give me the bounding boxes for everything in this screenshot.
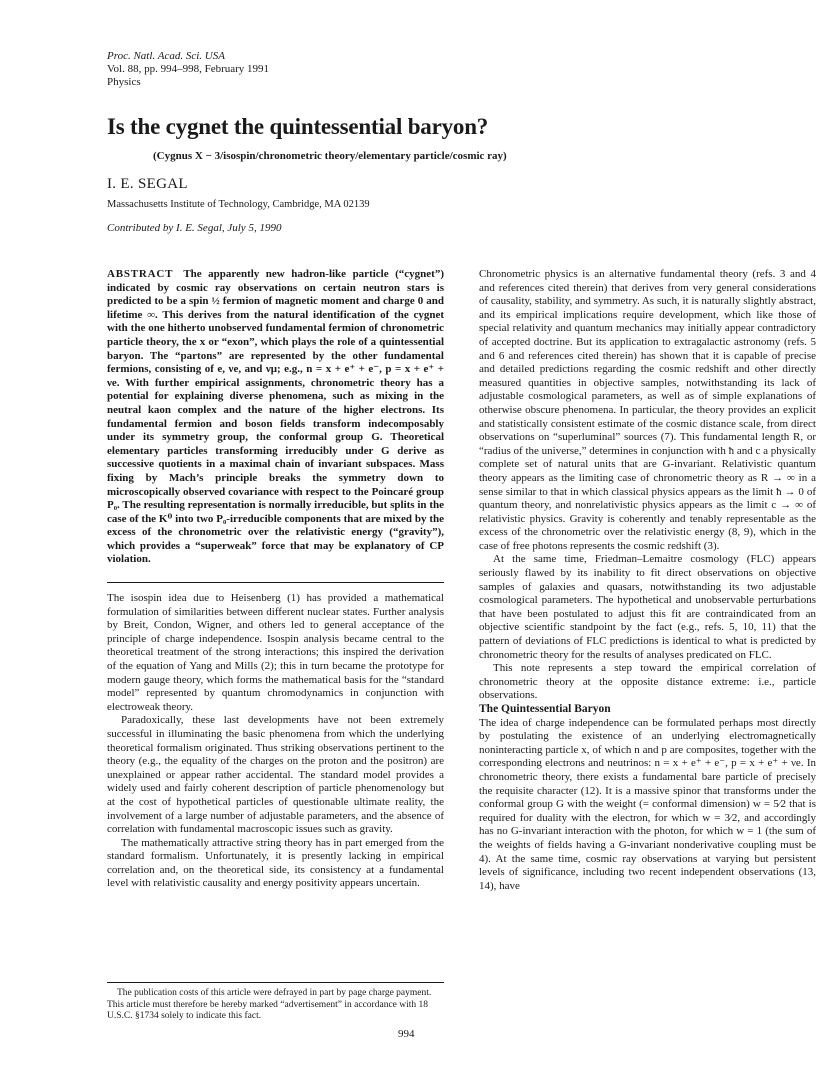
footnote-divider: [107, 982, 444, 983]
body-paragraph: The isospin idea due to Heisenberg (1) has provided a mathematical formulation of similarities between different nuclear states. Further analysis by Breit, Condon, Wigner, and others led to general acceptance of the principle of charge independence. Isospin analysis became central to the theoretical treatment of the strong interactions; this inspired the derivation of the equation of Yang and Mills (2); this in turn became the prototype for modern gauge theory, which forms the mathematical basis for the “standard model” represented by quantum chromodynamics in conjunction with electroweak theory.: [107, 592, 444, 713]
abstract-divider: [107, 582, 444, 583]
abstract: [107, 268, 444, 567]
section-paragraph: The idea of charge independence can be formulated perhaps most directly by postulating the existence of an underlying electromagnetically noninteracting particle x, of which n and p are composites, together with the corresponding electrons and neutrinos: n = x + e⁺ + e⁻, p = x + e⁺ + νe. In chronometric theory, there exists a fundamental bare particle of precisely the requisite character (12). It is a massive spinor that transforms under the conformal group G with the weight (= conformal dimension) w = 5⁄2 that is required for duality with the electron, for which w = 3⁄2, and accordingly has no G-invariant interaction with the photon, for which w = 1 (the sum of the weights of fields having a G-invariant nonderivative coupling must be 4). At the same time, cosmic ray observations at varying but persistent levels of significance, including two recent independent observations (13, 14), have: [479, 716, 816, 892]
footnote-text: The publication costs of this article were defrayed in part by page charge payment. This article must therefore be hereby marked “advertisement” in accordance with 18 U.S.C. §1734 solely to indicate this fact.: [107, 988, 432, 1021]
section-heading: The Quintessential Baryon: [479, 703, 611, 715]
journal-header: [107, 50, 269, 89]
keywords: (Cygnus X − 3/isospin/chronometric theory/elementary particle/cosmic ray): [153, 150, 507, 162]
journal-section: Physics: [107, 76, 141, 88]
author: I. E. SEGAL: [107, 176, 188, 192]
body-paragraph: At the same time, Friedman–Lemaitre cosmology (FLC) appears seriously flawed by its inability to fit direct observations on objective samples of galaxies and quasars, notwithstanding its two adjustable cosmological parameters. The hypothetical and unobservable perturbations that have been postulated to adjust this fit are contraindicated from an objective scientific standpoint by the fact (e.g., refs. 5, 10, 11) that the pattern of deviations of FLC predictions is identical to what is predicted by chronometric theory for the results of analyses predicated on FLC.: [479, 553, 816, 661]
abstract-label: ABSTRACT: [107, 268, 174, 280]
affiliation: Massachusetts Institute of Technology, Cambridge, MA 02139: [107, 199, 370, 210]
journal-name: Proc. Natl. Acad. Sci. USA: [107, 50, 225, 62]
footnote: [107, 988, 444, 1023]
left-column-body: [107, 592, 444, 891]
journal-volume: Vol. 88, pp. 994–998, February 1991: [107, 63, 270, 75]
contributed-line: Contributed by I. E. Segal, July 5, 1990: [107, 222, 282, 234]
page-number: 994: [398, 1028, 415, 1040]
body-paragraph: Chronometric physics is an alternative fundamental theory (refs. 3 and 4 and references cited therein) that derives from very general considerations of causality, stability, and symmetry. As such, it is naturally slightly abstract, and its empirical implications require development, which like those of special relativity and quantum mechanics may initially appear contradictory of accepted doctrine. But its application to extragalactic astronomy (refs. 5 and 6 and references cited therein) has shown that it is capable of precise and detailed predictions regarding the cosmic redshift and other directly measured quantities in objective samples, notwithstanding its lack of adjustable cosmological parameters, as well as of simple explanations of otherwise obscure phenomena. In particular, the theory provides an explicit and statistically consistent estimate of the cosmic distance scale, from direct observations on “superluminal” sources (7). This fundamental length R, or “radius of the universe,” determines in conjunction with ħ and c a physically complete set of natural units that are G-invariant. Relativistic quantum theory appears as the limiting case of chronometric theory as R → ∞ in a sense similar to that in which classical physics appears as the limit ħ → 0 of quantum theory, and nonrelativistic physics appears as the limit c → ∞ of relativistic physics. Gravity is coherently and tenably representable as the excess of the chronometric over the relativistic energy (8, 9), which in the case of free photons represents the cosmic redshift (3).: [479, 268, 816, 552]
right-column: [479, 268, 816, 893]
body-paragraph: Paradoxically, these last developments have not been extremely successful in illuminating the basic phenomena from which the underlying theoretical formalism originated. Thus striking observations pertinent to the theory (e.g., the equality of the charges on the proton and the positron) are unexplained or appear rather accidental. The standard model provides a widely used and fairly coherent description of particle phenomenology but at the cost of hypothetical particles of questionable ultimate reality, the involvement of a large number of adjustable parameters, and the absence of correlation with fundamental macroscopic issues such as gravity.: [107, 714, 444, 836]
body-paragraph: The mathematically attractive string theory has in part emerged from the standard formalism. Unfortunately, it is presently lacking in empirical correlation and, on the theoretical side, its consistency at a fundamental level with relativistic causality and energy positivity appears uncertain.: [107, 836, 444, 890]
paper-title: Is the cygnet the quintessential baryon?: [107, 114, 489, 139]
body-paragraph: This note represents a step toward the empirical correlation of chronometric theory at the opposite distance extreme: i.e., particle observations.: [479, 662, 816, 702]
abstract-text: The apparently new hadron-like particle (“cygnet”) indicated by cosmic ray observations on certain neutron stars is predicted to be a spin ½ fermion of magnetic moment and charge 0 and lifetime ∞. This derives from the natural identification of the cygnet with the one hitherto unobserved fundamental fermion of chronometric particle theory, the x or “exon”, which plays the role of a quintessential baryon. The “partons” are represented by the other fundamental fermions, consisting of e, νe, and νμ; e.g., n = x + e⁺ + e⁻, p = x + e⁺ + νe. With further empirical assignments, chronometric theory has a potential for explaining diverse phenomena, such as mixing in the neutral kaon complex and the nature of the higher electrons. Its fundamental fermion and boson fields transform indecomposably under its symmetry group, the conformal group G. Theoretical elementary particles transforming irreducibly under G derive as successive quotients in a maximal chain of invariant subspaces. Mass fixing by Mach’s principle breaks the symmetry down to microscopically observed covariance with respect to the Poincaré group P₀. The resulting representation is normally irreducible, but splits in the case of the K⁰ into two P₀-irreducible components that are mixed by the excess of the chronometric over the relativistic energy (“gravity”), which provides a “superweak” force that may be explanatory of CP violation.: [107, 268, 444, 566]
